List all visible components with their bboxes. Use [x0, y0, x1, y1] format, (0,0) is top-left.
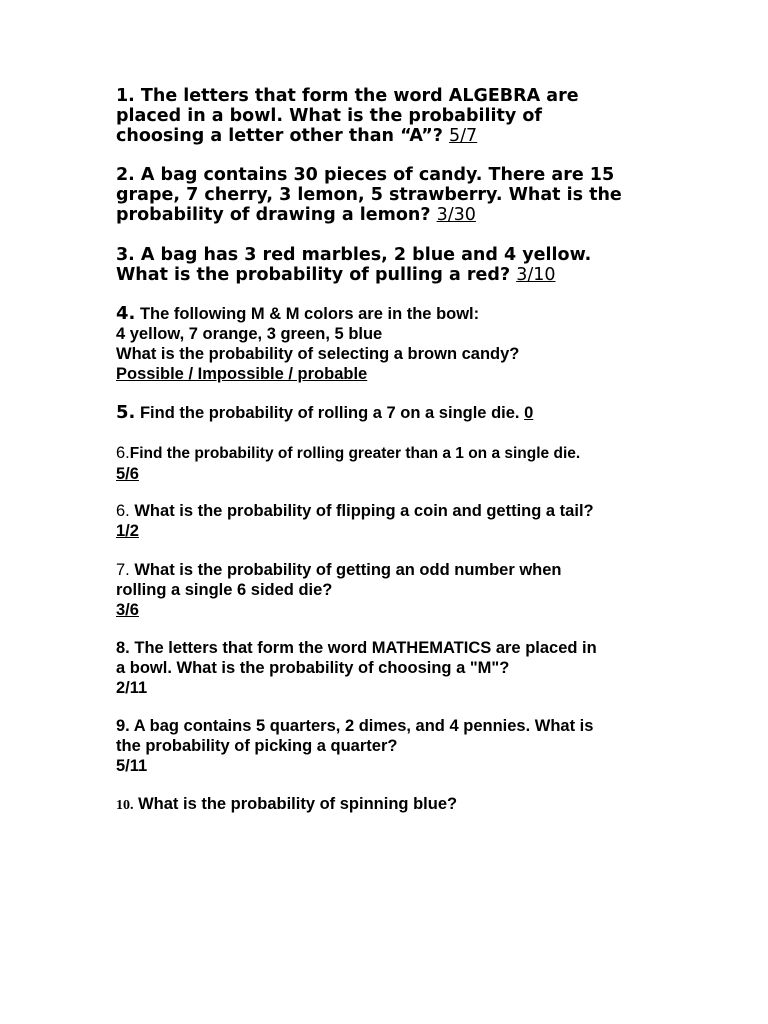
question-number: 4.	[116, 303, 136, 324]
question-text: What is the probability of flipping a coin and getting a tail?	[134, 502, 594, 520]
question-7	[116, 560, 562, 620]
question-text: What is the probability of getting an odd number when	[134, 561, 562, 579]
answer: 1/2	[116, 522, 139, 540]
question-6a	[116, 443, 580, 484]
question-8	[116, 638, 597, 698]
question-text: What is the probability of pulling a red?	[116, 265, 511, 285]
question-number: 5.	[116, 402, 136, 423]
question-number: 6.	[116, 444, 130, 462]
question-text: What is the probability of spinning blue?	[138, 795, 458, 813]
question-5	[116, 403, 533, 423]
answer: 5/11	[116, 757, 148, 775]
question-2	[116, 165, 622, 225]
question-text: choosing a letter other than “A”?	[116, 126, 443, 146]
question-10	[116, 794, 457, 816]
question-number: 9.	[116, 717, 130, 735]
answer: 3/10	[516, 265, 556, 285]
question-6b	[116, 501, 594, 541]
question-text: probability of drawing a lemon?	[116, 205, 431, 225]
question-text: 4 yellow, 7 orange, 3 green, 5 blue	[116, 325, 383, 343]
question-1	[116, 86, 579, 146]
question-text: rolling a single 6 sided die?	[116, 581, 333, 599]
question-number: 2.	[116, 165, 135, 185]
question-text: grape, 7 cherry, 3 lemon, 5 strawberry. What is the	[116, 185, 622, 205]
question-text: What is the probability of selecting a brown candy?	[116, 345, 520, 363]
question-number: 3.	[116, 245, 135, 265]
question-number: 6.	[116, 502, 130, 520]
answer: 5/6	[116, 465, 139, 483]
question-text: A bag contains 30 pieces of candy. There are 15	[140, 165, 615, 185]
question-text: Find the probability of rolling a 7 on a single die.	[139, 404, 520, 422]
question-text: placed in a bowl. What is the probability of	[116, 106, 542, 126]
question-number: 10.	[116, 798, 134, 813]
question-number: 1.	[116, 86, 135, 106]
question-text: Find the probability of rolling greater than a 1 on a single die.	[129, 445, 581, 462]
question-number: 8.	[116, 639, 130, 657]
answer: 3/6	[116, 601, 139, 619]
question-text: The letters that form the word MATHEMATICS are placed in	[134, 639, 597, 657]
answer: 2/11	[116, 679, 148, 697]
question-text: the probability of picking a quarter?	[116, 737, 398, 755]
question-number: 7.	[116, 561, 130, 579]
question-4	[116, 304, 519, 384]
question-9	[116, 716, 593, 776]
answer: 0	[524, 404, 534, 422]
answer: Possible / Impossible / probable	[116, 365, 368, 383]
answer: 3/30	[436, 205, 476, 225]
question-text: The following M & M colors are in the bowl:	[139, 305, 480, 323]
question-text: a bowl. What is the probability of choosing a "M"?	[116, 659, 510, 677]
question-text: A bag contains 5 quarters, 2 dimes, and 4 pennies. What is	[133, 717, 594, 735]
question-3	[116, 245, 591, 285]
question-text: A bag has 3 red marbles, 2 blue and 4 yellow.	[140, 245, 592, 265]
question-text: The letters that form the word ALGEBRA are	[140, 86, 579, 106]
answer: 5/7	[449, 126, 478, 146]
